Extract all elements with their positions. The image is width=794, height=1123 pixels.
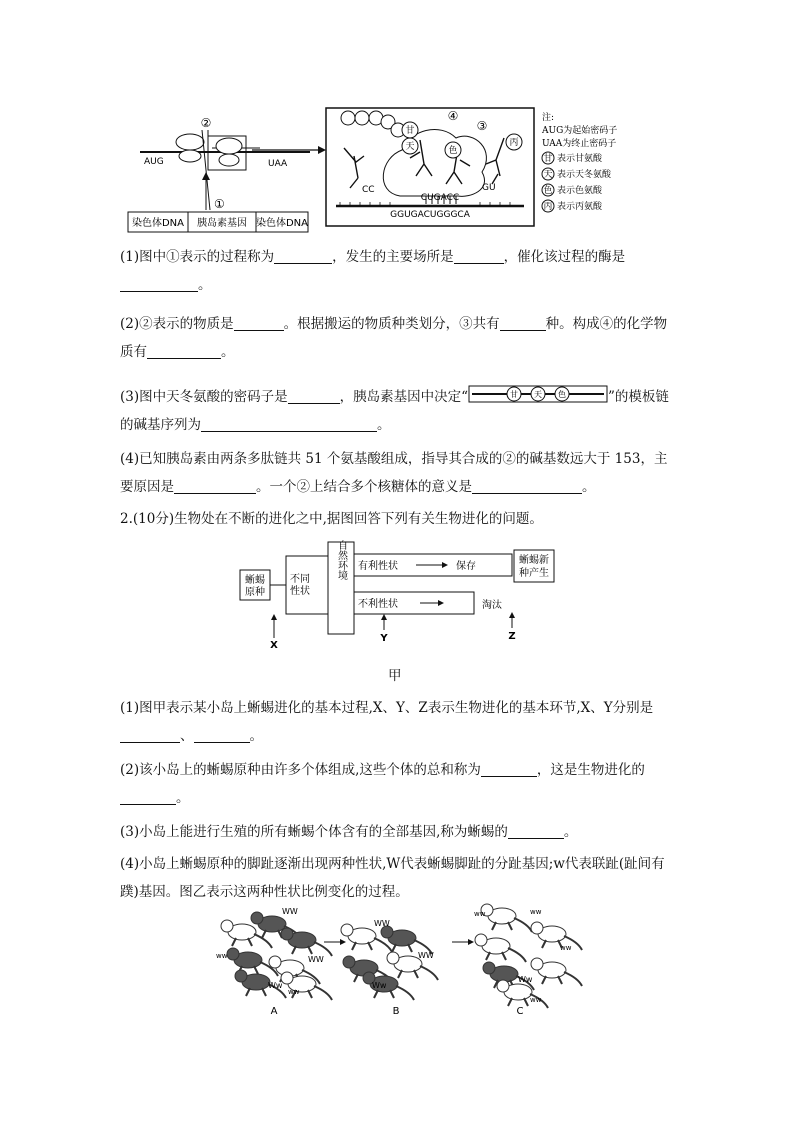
aa-gly-label: 甘 xyxy=(405,126,415,136)
genotype-label: ww xyxy=(288,988,300,996)
q1-part1: (1)图中①表示的过程称为 ，发生的主要场所是 ，催化该过程的酶是 。 xyxy=(120,249,626,293)
svg-text:色: 色 xyxy=(558,390,567,399)
genotype-label: Ww xyxy=(518,975,533,984)
dna-left-label: 染色体DNA xyxy=(131,218,185,229)
q1-part4: (4)已知胰岛素由两条多肽链共 51 个氨基酸组成，指导其合成的②的碱基数远大于 153，主要原因是 。一个②上结合多个核糖体的意义是 。 xyxy=(120,451,668,495)
answer-blank[interactable] xyxy=(454,247,504,264)
z-label: Z xyxy=(508,631,516,642)
dna-mid-label: 胰岛素基因 xyxy=(197,218,247,229)
aa-trp-label: 色 xyxy=(448,146,458,156)
answer-blank[interactable] xyxy=(288,387,340,404)
origin-label-1: 蜥蜴 xyxy=(245,575,265,586)
trna-gu-label: GU xyxy=(482,183,496,193)
answer-blank[interactable] xyxy=(508,822,564,839)
q1-part2: (2)②表示的物质是 。根据搬运的物质种类划分，③共有 种。构成④的化学物质有 。 xyxy=(120,316,668,360)
note-asp-icon: 天 xyxy=(543,170,553,180)
q2-part1: (1)图甲表示某小岛上蜥蜴进化的基本过程,X、Y、Z表示生物进化的基本环节,X、Y分别是、 。 xyxy=(120,700,654,744)
translation-figure xyxy=(131,100,680,235)
svg-text:甘: 甘 xyxy=(510,390,519,399)
diff-label-1: 不同 xyxy=(290,574,310,585)
note-asp: 表示天冬氨酸 xyxy=(557,170,612,180)
genotype-label: ww xyxy=(530,908,542,916)
origin-label-2: 原种 xyxy=(245,587,265,598)
note-title: 注: xyxy=(542,113,555,123)
q1-part3: (3)图中天冬氨酸的密码子是 ，胰岛素基因中决定“ 甘 天 色 ”的模板链的碱基序列为 。 xyxy=(120,383,680,439)
mrna-sequence-label: GGUGACUGGGCA xyxy=(390,210,470,220)
lizard-population-figure xyxy=(212,902,592,1020)
answer-blank[interactable] xyxy=(201,415,377,432)
q2-part2: (2)该小岛上的蜥蜴原种由许多个体组成,这些个体的总和称为 ，这是生物进化的。 xyxy=(120,762,645,806)
bad-trait-label: 不利性状 xyxy=(358,599,398,610)
diff-label-2: 性状 xyxy=(290,586,310,597)
aa-asp-label: 天 xyxy=(405,142,415,152)
genotype-label: WW xyxy=(418,951,434,960)
answer-blank[interactable] xyxy=(147,342,221,359)
peptide-segment-figure xyxy=(468,388,608,404)
q2-part4: (4)小岛上蜥蜴原种的脚趾逐渐出现两种性状,W代表蜥蜴脚趾的分趾基因;w代表联趾(趾间有蹼)基因。图乙表示这两种性状比例变化的过程。 xyxy=(120,856,665,900)
group-b-label: B xyxy=(392,1006,400,1017)
answer-blank[interactable] xyxy=(500,314,546,331)
answer-blank[interactable] xyxy=(174,477,256,494)
note-start-codon: AUG为起始密码子 xyxy=(542,126,618,136)
note-gly-icon: 甘 xyxy=(543,154,553,164)
answer-blank[interactable] xyxy=(120,788,176,805)
dna-right-label: 染色体DNA xyxy=(255,218,309,229)
genotype-label: ww xyxy=(474,910,486,918)
figure-caption-jia: 甲 xyxy=(388,668,402,684)
answer-blank[interactable] xyxy=(120,275,198,292)
answer-blank[interactable] xyxy=(481,760,537,777)
codon-label: CUGACC xyxy=(420,193,460,203)
genotype-label: Ww xyxy=(372,981,387,990)
note-gly: 表示甘氨酸 xyxy=(557,154,603,164)
aug-label: AUG xyxy=(144,157,164,167)
x-label: X xyxy=(270,640,278,651)
q2-part3: (3)小岛上能进行生殖的所有蜥蜴个体含有的全部基因,称为蜥蜴的 。 xyxy=(120,824,578,840)
note-ala-icon: 丙 xyxy=(543,202,553,212)
genotype-label: WW xyxy=(308,955,324,964)
new-species-label-1: 蜥蜴新 xyxy=(519,555,549,566)
circle-4-label: ④ xyxy=(447,109,459,123)
env-label: 自然环境 xyxy=(335,540,347,580)
circle-2-label: ② xyxy=(200,116,212,130)
y-label: Y xyxy=(380,633,388,644)
uaa-label: UAA xyxy=(268,159,288,169)
genotype-label: WW xyxy=(282,907,298,916)
genotype-label: ww xyxy=(560,944,572,952)
trna-cc-label: CC xyxy=(362,185,375,195)
note-trp-icon: 色 xyxy=(543,186,553,196)
group-a-label: A xyxy=(270,1006,278,1017)
circle-3-label: ③ xyxy=(476,119,488,133)
new-species-label-2: 种产生 xyxy=(519,568,549,579)
genotype-label: ww xyxy=(216,952,228,960)
aa-ala-label: 丙 xyxy=(509,138,519,148)
genotype-label: WW xyxy=(374,919,390,928)
answer-blank[interactable] xyxy=(472,477,582,494)
answer-blank[interactable] xyxy=(120,726,180,743)
good-trait-label: 有利性状 xyxy=(358,561,398,572)
elim-label: 淘汰 xyxy=(482,600,502,611)
keep-label: 保存 xyxy=(456,561,476,572)
answer-blank[interactable] xyxy=(194,726,250,743)
genotype-label: Ww xyxy=(268,981,283,990)
circle-1-label: ① xyxy=(214,197,225,211)
evolution-flow-figure xyxy=(236,540,566,650)
answer-blank[interactable] xyxy=(234,314,284,331)
q2-intro: 2.(10分)生物处在不断的进化之中,据图回答下列有关生物进化的问题。 xyxy=(120,511,543,527)
answer-blank[interactable] xyxy=(274,247,332,264)
group-c-label: C xyxy=(516,1006,524,1017)
note-trp: 表示色氨酸 xyxy=(557,186,603,196)
note-stop-codon: UAA为终止密码子 xyxy=(542,139,617,149)
note-ala: 表示丙氨酸 xyxy=(557,202,603,212)
genotype-label: ww xyxy=(530,996,542,1004)
svg-text:天: 天 xyxy=(534,390,543,399)
